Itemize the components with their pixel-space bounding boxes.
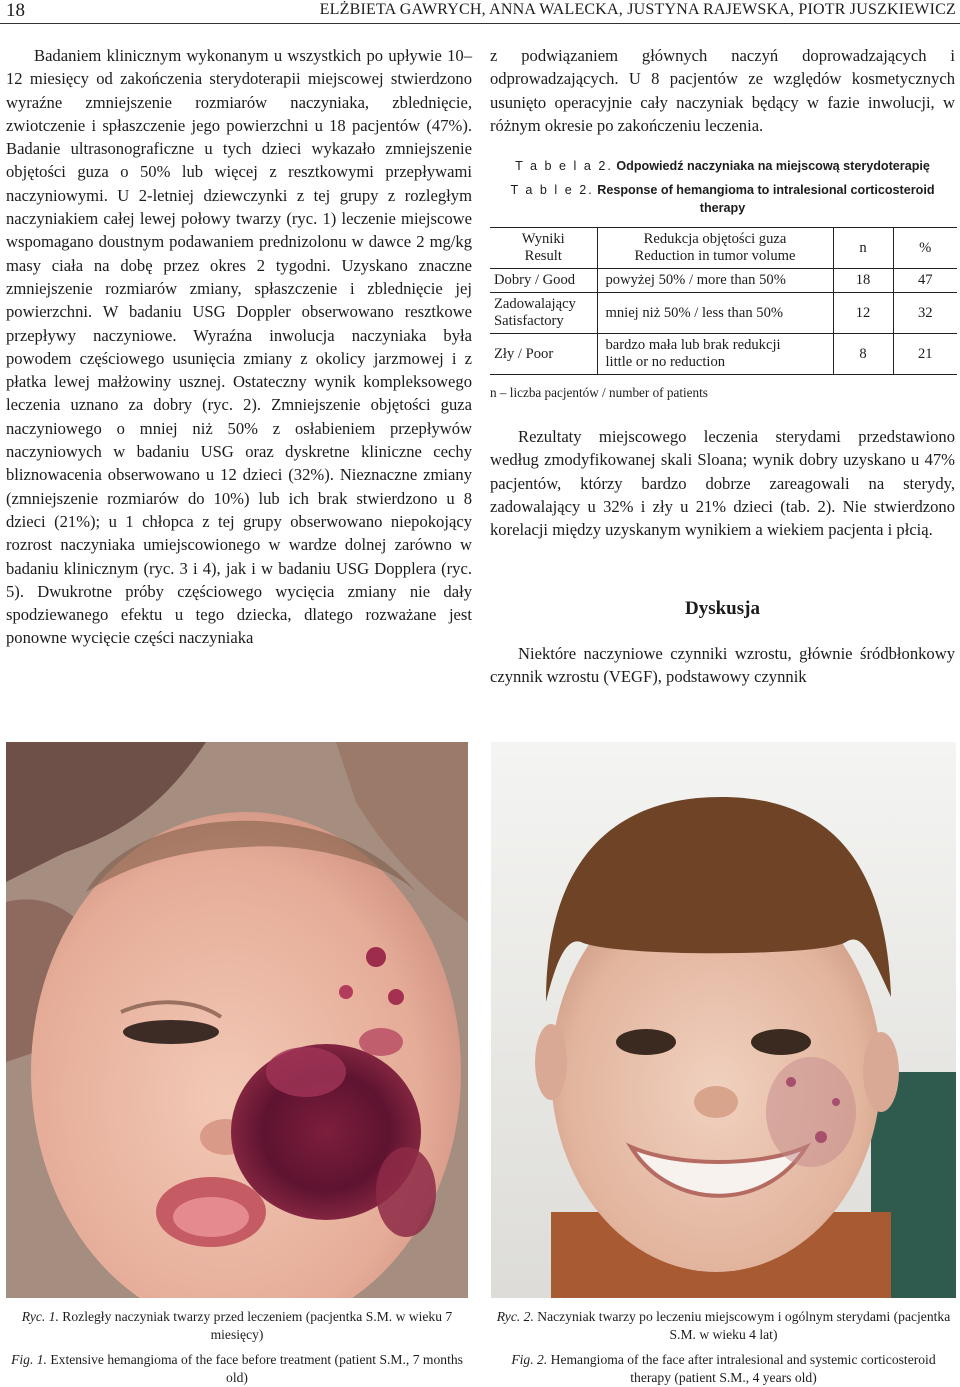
table-title-en: Response of hemangioma to intralesional corticosteroid therapy	[597, 183, 935, 216]
running-head-authors: ELŻBIETA GAWRYCH, ANNA WALECKA, JUSTYNA RAJEWSKA, PIOTR JUSZKIEWICZ	[319, 1, 956, 18]
table-header-row	[490, 228, 957, 269]
figure-2-caption-en	[491, 1351, 956, 1387]
page-number: 18	[6, 0, 25, 21]
header-result-en: Result	[524, 248, 562, 265]
header-reduction-pl: Redukcja objętości guza	[643, 231, 787, 248]
lesion-spot	[786, 1077, 796, 1087]
section-title: Dyskusja	[685, 597, 760, 619]
table-label-en: T a b l e 2.	[510, 183, 594, 198]
discussion-paragraph: Niektóre naczyniowe czynniki wzrostu, głównie śródbłonkowy czynnik wzrostu (VEGF), podstawowy czynnik	[490, 643, 955, 686]
cell-reduction-line: bardzo mała lub brak redukcji	[605, 337, 781, 354]
right-eye	[751, 1029, 811, 1055]
figure-2-text-en: Hemangioma of the face after intralesional and systemic corticosteroid therapy (patient S.M., 4 years old)	[550, 1352, 936, 1385]
table-row	[490, 269, 957, 293]
cell-percent: 32	[893, 293, 957, 334]
table-row	[490, 293, 957, 334]
lesion-spot	[339, 985, 353, 999]
figure-2-text-pl: Naczyniak twarzy po leczeniu miejscowym i ogólnym sterydami (pacjentka S.M. w wieku 4 lat)	[537, 1309, 951, 1342]
header-percent: %	[893, 228, 957, 269]
child-face-photo	[491, 742, 956, 1298]
table-row	[490, 334, 957, 375]
ear	[535, 1024, 567, 1100]
figure-1-photo	[6, 742, 468, 1298]
cell-result	[490, 293, 597, 334]
lesion-ear	[376, 1147, 436, 1237]
figure-2-label-pl: Ryc. 2.	[496, 1309, 534, 1324]
figure-2-label-en: Fig. 2.	[511, 1352, 548, 1367]
figure-1-label-pl: Ryc. 1.	[21, 1309, 59, 1324]
lesion-spot	[815, 1131, 827, 1143]
cell-result-line: Satisfactory	[494, 313, 564, 330]
header-reduction	[597, 228, 833, 269]
cell-result-line: Zły / Poor	[494, 345, 554, 362]
table-caption-pl	[490, 157, 955, 175]
cell-reduction	[597, 269, 833, 293]
table-label-pl: T a b e l a 2.	[515, 159, 613, 174]
body-paragraph: Badaniem klinicznym wykonanym u wszystkich po upływie 10–12 miesięcy od zakończenia sterydoterapii miejscowej stwierdzono wyraźne zmniejszenie rozmiarów naczyniaka, zblednięcie, zwiotczenie i spłaszczenie jego powierzchni u 18 pacjentów (47%). Badanie ultrasonograficzne u tych dzieci wykazało zmniejszenie objętości guza o 50% lub więcej z resztkowymi przepływami naczyniowymi. U 2-letniej dziewczynki z tej grupy z rozległym naczyniakiem całej lewej połowy twarzy (ryc. 1) leczenie miejscowe wspomagano doustnym podawaniem prednizolonu w dawce 2 mg/kg masy ciała na dobę przez okres 2 tygodni. Uzyskano znaczne zmniejszenie rozmiarów zmiany, spłaszczenie i zblednięcie jej powierzchni. W badaniu USG Doppler obserwowano resztkowe przepływy naczyniowe. Wyraźna inwolucja naczyniaka była powodem częściowego usunięcia zmiany z okolicy jarzmowej i z płatka lewej małżowiny usznej. Ostateczny wynik kompleksowego leczenia uznano za dobry (ryc. 2). Zmniejszenie objętości guza naczyniowego o mniej niż 50% z osłabieniem przepływów naczyniowych w badaniu USG oraz dyskretne kliniczne cechy bliznowacenia obserwowano u 12 dzieci (32%). Nieznaczne zmiany (zmniejszenie rozmiarów do 10%) lub ich brak stwierdzono u 8 dzieci (21%); u 1 chłopca z tej grupy obserwowano niepokojący rozrost naczyniaka umiejscowionego w wardze dolnej zarówno w badaniu klinicznym (ryc. 3 i 4), jak i w badaniu USG Dopplera (ryc. 5). Dwukrotne próby częściowego wycięcia zmiany nie dały spodziewanego efektu u tego dziecka, dlatego rozważane jest ponowne wycięcie części naczyniaka	[6, 46, 472, 648]
lesion-spot	[359, 1028, 403, 1056]
cell-reduction	[597, 334, 833, 375]
left-column	[6, 44, 472, 650]
cell-n: 18	[833, 269, 893, 293]
cell-reduction-line: powyżej 50% / more than 50%	[605, 272, 786, 289]
cell-result	[490, 334, 597, 375]
table-caption	[490, 157, 955, 217]
infant-face-photo	[6, 742, 468, 1298]
figure-1-text-en: Extensive hemangioma of the face before treatment (patient S.M., 7 months old)	[50, 1352, 463, 1385]
running-head	[0, 0, 960, 24]
figure-1-text-pl: Rozległy naczyniak twarzy przed leczeniem (pacjentka S.M. w wieku 7 miesięcy)	[62, 1309, 453, 1342]
results-paragraph: Rezultaty miejscowego leczenia sterydami przedstawiono według zmodyfikowanej skali Sloana; wynik dobry uzyskano u 47% pacjentów, którzy bardzo dobrze zareagowali na sterydy, zadowalający u 32% i zły u 21% dzieci (tab. 2). Nie stwierdzono korelacji między uzyskanym wynikiem a wiekiem pacjenta i płcią.	[490, 427, 955, 540]
figure-1-caption-pl	[6, 1308, 468, 1344]
lesion-spot	[366, 947, 386, 967]
right-column	[490, 44, 955, 688]
cell-percent: 47	[893, 269, 957, 293]
figure-2-photo	[491, 742, 956, 1298]
header-n: n	[833, 228, 893, 269]
figure-1-caption	[6, 1308, 468, 1387]
cell-result-line: Zadowalający	[494, 296, 576, 313]
figure-1-caption-en	[6, 1351, 468, 1387]
continued-paragraph: z podwiązaniem głównych naczyń doprowadzających i odprowadzających. U 8 pacjentów ze względów kosmetycznych usunięto operacyjnie cały naczyniak będący w fazie inwolucji, w różnym okresie po zakończeniu leczenia.	[490, 46, 955, 135]
header-result-pl: Wyniki	[521, 231, 565, 248]
cell-result	[490, 269, 597, 293]
header-result	[490, 228, 597, 269]
figure-2-caption-pl	[491, 1308, 956, 1344]
left-eye	[616, 1029, 676, 1055]
cell-reduction-line: little or no reduction	[605, 354, 726, 371]
figure-1-label-en: Fig. 1.	[11, 1352, 47, 1367]
cell-percent: 21	[893, 334, 957, 375]
table-title-pl: Odpowiedź naczyniaka na miejscową sterydoterapię	[616, 159, 930, 174]
cell-n: 12	[833, 293, 893, 334]
results-table	[490, 227, 957, 375]
figure-2-caption	[491, 1308, 956, 1387]
residual-lesion	[766, 1057, 856, 1167]
lesion-spot	[388, 989, 404, 1005]
cell-reduction	[597, 293, 833, 334]
cell-n: 8	[833, 334, 893, 375]
ear	[863, 1032, 899, 1112]
lesion-spot	[266, 1047, 346, 1097]
table-caption-en	[490, 181, 955, 217]
table-footnote: n – liczba pacjentów / number of patients	[490, 385, 708, 401]
cell-result-line: Dobry / Good	[494, 272, 576, 289]
left-eye	[123, 1020, 219, 1044]
lesion-spot	[832, 1098, 840, 1106]
header-reduction-en: Reduction in tumor volume	[634, 248, 796, 265]
nose	[694, 1086, 738, 1118]
cell-reduction-line: mniej niż 50% / less than 50%	[605, 304, 784, 321]
tongue	[173, 1197, 249, 1237]
